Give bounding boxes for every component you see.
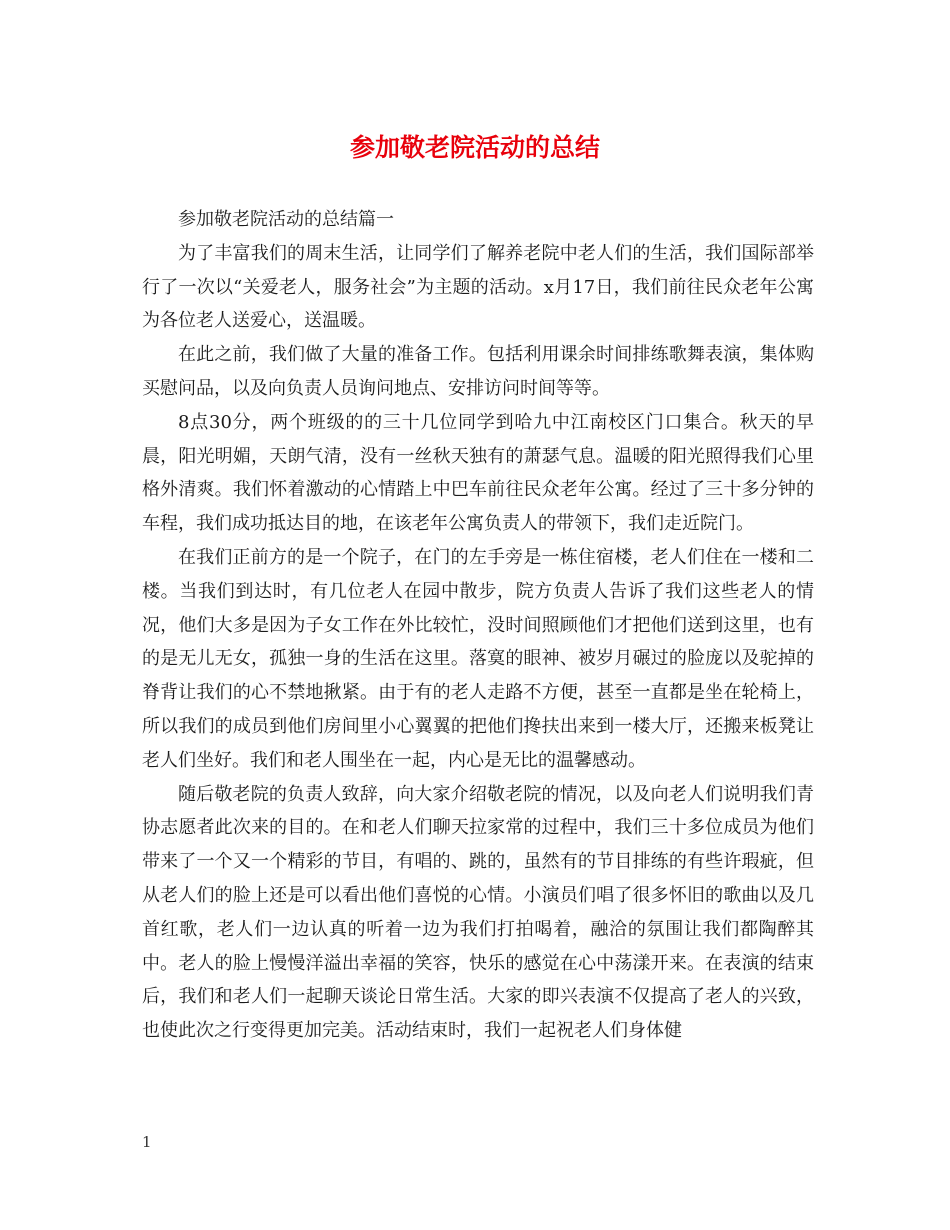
document-body xyxy=(142,203,814,1048)
paragraph: 8点30分，两个班级的的三十几位同学到哈九中江南校区门口集合。秋天的早晨，阳光明媚，天朗气清，没有一丝秋天独有的萧瑟气息。温暖的阳光照得我们心里格外清爽。我们怀着激动的心情踏上中巴车前往民众老年公寓。经过了三十多分钟的车程，我们成功抵达目的地，在该老年公寓负责人的带领下，我们走近院门。 xyxy=(142,411,814,535)
document-title: 参加敬老院活动的总结 xyxy=(349,133,600,162)
section-heading: 参加敬老院活动的总结篇一 xyxy=(178,209,394,230)
paragraph: 随后敬老院的负责人致辞，向大家介绍敬老院的情况，以及向老人们说明我们青协志愿者此次来的目的。在和老人们聊天拉家常的过程中，我们三十多位成员为他们带来了一个又一个精彩的节目，有唱的、跳的，虽然有的节目排练的有些许瑕疵，但从老人们的脸上还是可以看出他们喜悦的心情。小演员们唱了很多怀旧的歌曲以及几首红歌，老人们一边认真的听着一边为我们打拍喝着，融洽的氛围让我们都陶醉其中。老人的脸上慢慢洋溢出幸福的笑容，快乐的感觉在心中荡漾开来。在表演的结束后，我们和老人们一起聊天谈论日常生活。大家的即兴表演不仅提高了老人的兴致，也使此次之行变得更加完美。活动结束时，我们一起祝老人们身体健 xyxy=(142,783,814,1042)
paragraph: 在此之前，我们做了大量的准备工作。包括利用课余时间排练歌舞表演，集体购买慰问品，以及向负责人员询问地点、安排访问时间等等。 xyxy=(142,344,814,399)
page-number: 1 xyxy=(142,1133,152,1151)
paragraph: 为了丰富我们的周末生活，让同学们了解养老院中老人们的生活，我们国际部举行了一次以“关爱老人，服务社会”为主题的活动。x月17日，我们前往民众老年公寓为各位老人送爱心，送温暖。 xyxy=(142,242,814,332)
paragraph: 在我们正前方的是一个院子，在门的左手旁是一栋住宿楼，老人们住在一楼和二楼。当我们到达时，有几位老人在园中散步，院方负责人告诉了我们这些老人的情况，他们大多是因为子女工作在外比较忙，没时间照顾他们才把他们送到这里，也有的是无儿无女，孤独一身的生活在这里。落寞的眼神、被岁月碾过的脸庞以及驼掉的脊背让我们的心不禁地揪紧。由于有的老人走路不方便，甚至一直都是坐在轮椅上，所以我们的成员到他们房间里小心翼翼的把他们搀扶出来到一楼大厅，还搬来板凳让老人们坐好。我们和老人围坐在一起，内心是无比的温馨感动。 xyxy=(142,546,814,771)
